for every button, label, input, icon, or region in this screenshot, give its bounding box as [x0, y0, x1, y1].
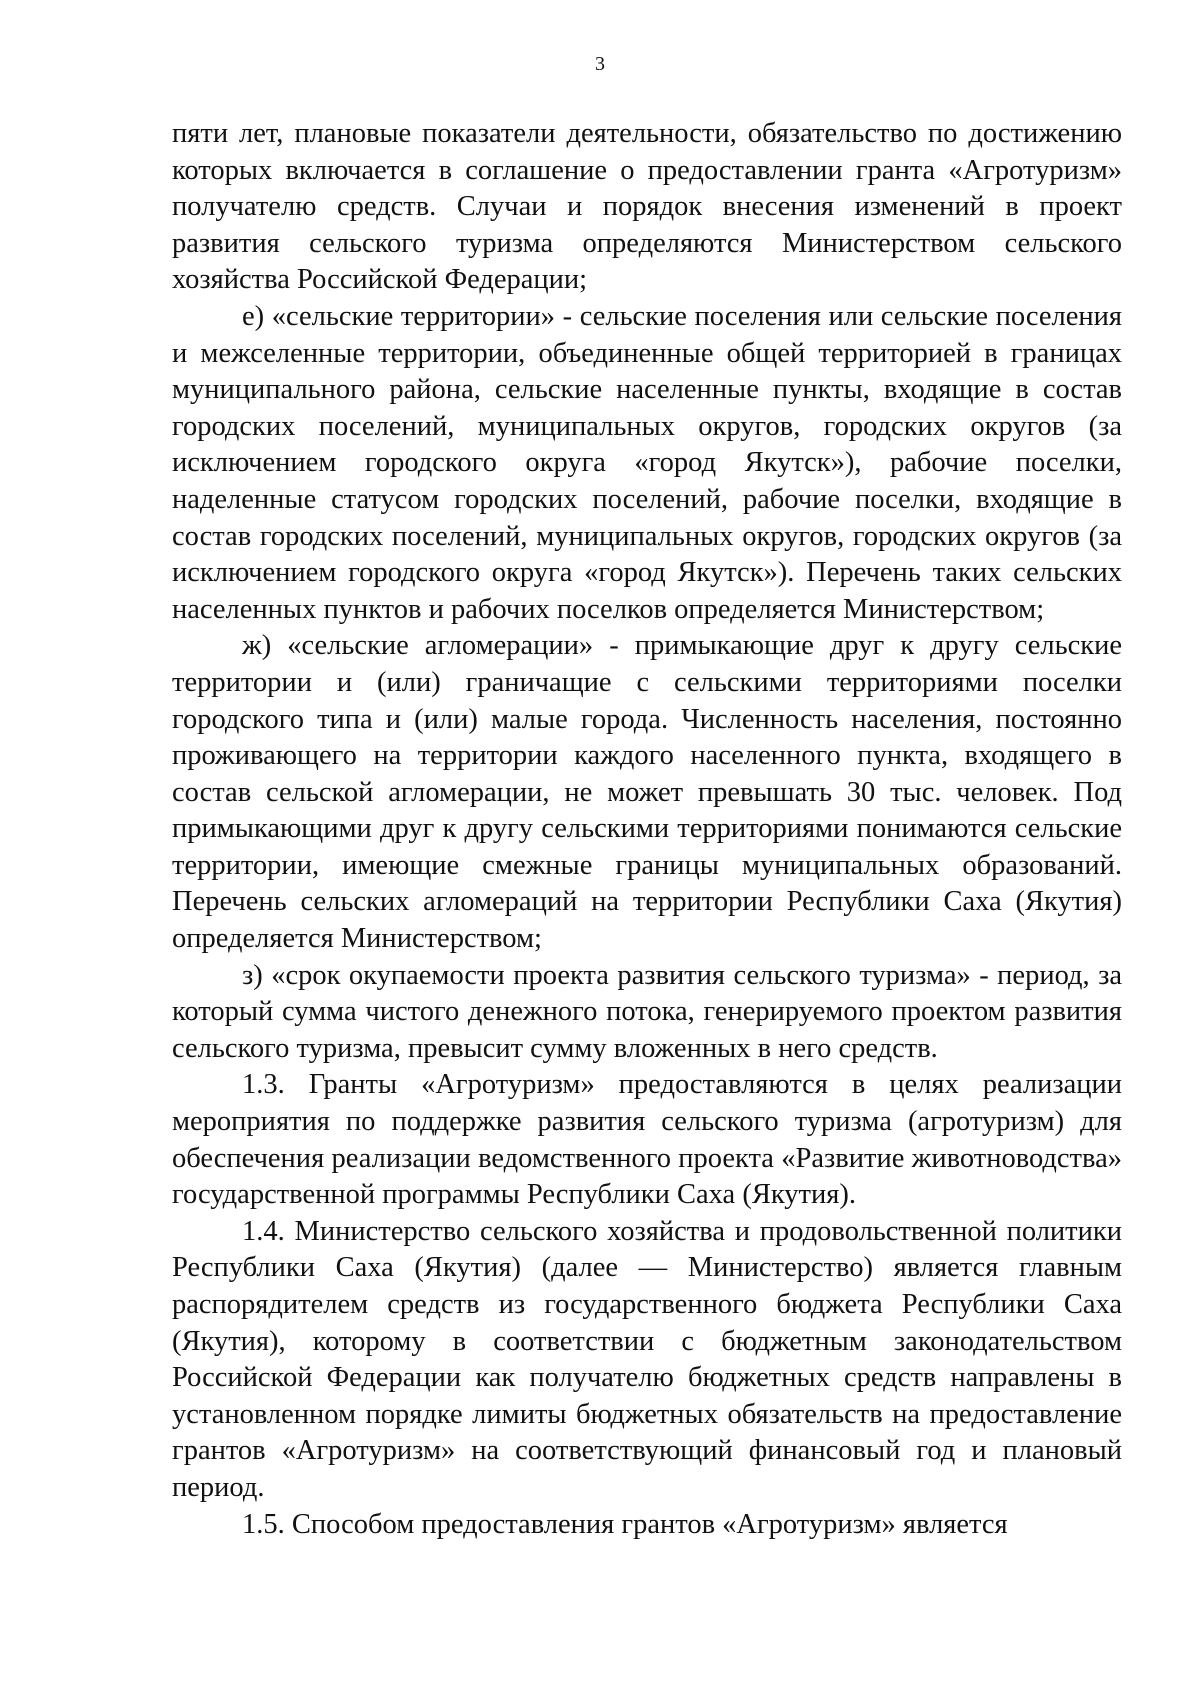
paragraph-1-5: 1.5. Способом предоставления грантов «Агротуризм» является — [242, 1508, 1008, 1540]
paragraph-1-4: 1.4. Министерство сельского хозяйства и продовольственной политики Республики Саха (Якутия) (далее — Министерство) является главным распорядителем средств из государственного бюджета Республики Саха (Якутия), которому в соответствии с бюджетным законодательством Российской Федерации как получателю бюджетных средств направлены в установленном порядке лимиты бюджетных обязательств на предоставление грантов «Агротуризм» на соответствующий финансовый год и плановый период. — [172, 1215, 1122, 1503]
paragraph-item-e: е) «сельские территории» - сельские поселения или сельские поселения и межселенные территории, объединенные общей территорией в границах муниципального района, сельские населенные пункты, входящие в состав городских поселений, муниципальных округов, городских округов (за исключением городского округа «город Якутск»), рабочие поселки, наделенные статусом городских поселений, рабочие поселки, входящие в состав городских поселений, муниципальных округов, городских округов (за исключением городского округа «город Якутск»). Перечень таких сельских населенных пунктов и рабочих поселков определяется Министерством; — [172, 300, 1122, 625]
paragraph-item-zh: ж) «сельские агломерации» - примыкающие друг к другу сельские территории и (или) граничащие с сельскими территориями поселки городского типа и (или) малые города. Численность населения, постоянно проживающего на территории каждого населенного пункта, входящего в состав сельской агломерации, не может превышать 30 тыс. человек. Под примыкающими друг к другу сельскими территориями понимаются сельские территории, имеющие смежные границы муниципальных образований. Перечень сельских агломераций на территории Республики Саха (Якутия) определяется Министерством; — [172, 630, 1122, 955]
paragraph-item-z: з) «срок окупаемости проекта развития сельского туризма» - период, за который сумма чистого денежного потока, генерируемого проектом развития сельского туризма, превысит сумму вложенных в него средств. — [172, 959, 1122, 1064]
page-number: 3 — [595, 53, 605, 75]
document-body — [172, 116, 1122, 1543]
paragraph-continuation: пяти лет, плановые показатели деятельности, обязательство по достижению которых включается в соглашение о предоставлении гранта «Агротуризм» получателю средств. Случаи и порядок внесения изменений в проект развития сельского туризма определяются Министерством сельского хозяйства Российской Федерации; — [172, 118, 1122, 296]
paragraph-1-3: 1.3. Гранты «Агротуризм» предоставляются в целях реализации мероприятия по поддержке развития сельского туризма (агротуризм) для обеспечения реализации ведомственного проекта «Развитие животноводства» государственной программы Республики Саха (Якутия). — [172, 1069, 1122, 1211]
